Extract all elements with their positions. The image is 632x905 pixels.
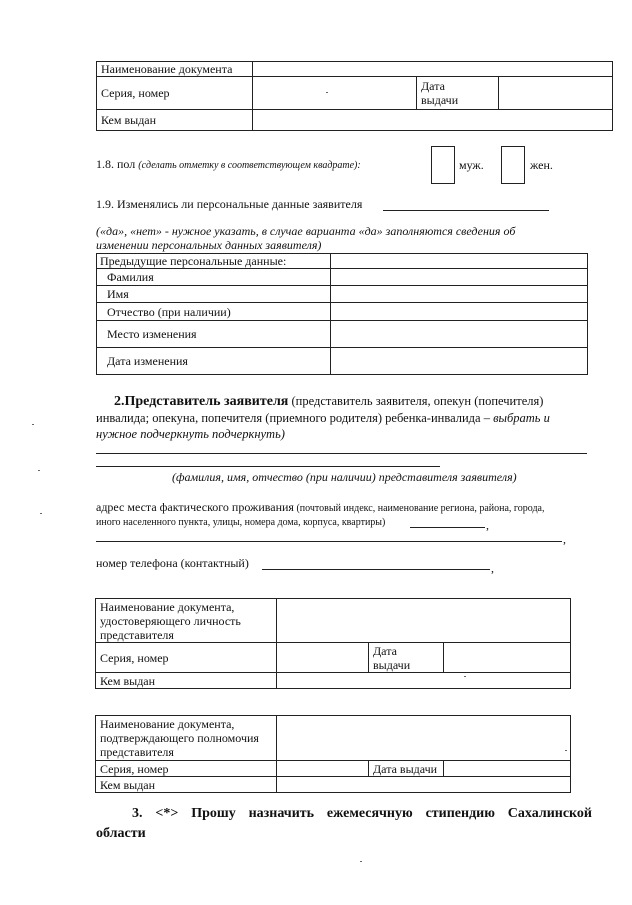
prev-name-field[interactable]	[331, 286, 588, 303]
rep-auth-issued-by-field[interactable]	[277, 777, 571, 793]
rep-id-series-label: Серия, номер	[96, 643, 277, 673]
phone-label: номер телефона (контактный)	[96, 556, 249, 570]
representative-id-table	[95, 598, 571, 689]
change-date-field[interactable]	[331, 348, 588, 375]
rep-id-doc-name-line3: представителя	[100, 627, 174, 642]
issue-date-label-line2: выдачи	[421, 93, 459, 107]
rep-id-issued-by-label: Кем выдан	[96, 673, 277, 689]
change-date-label: Дата изменения	[97, 348, 331, 375]
rep-auth-issue-date-field[interactable]	[444, 761, 571, 777]
representative-text-3: нужное подчеркнуть подчеркнуть)	[96, 427, 285, 441]
rep-auth-issued-by-label: Кем выдан	[96, 777, 277, 793]
previous-data-header: Предыдущие персональные данные:	[97, 254, 331, 269]
change-place-label: Место изменения	[97, 321, 331, 348]
representative-fio-line-1[interactable]	[96, 453, 587, 454]
rep-id-doc-name-label	[96, 599, 277, 643]
female-checkbox[interactable]	[501, 146, 525, 184]
series-number-label: Серия, номер	[97, 77, 253, 110]
prev-patronymic-label: Отчество (при наличии)	[97, 303, 331, 321]
rep-id-issued-by-field[interactable]	[277, 673, 571, 689]
address-line-1[interactable]	[410, 527, 485, 528]
representative-authority-table	[95, 715, 571, 793]
document-name-label: Наименование документа	[97, 62, 253, 77]
rep-auth-doc-name-line1: Наименование документа,	[100, 717, 235, 731]
address-hint-2: иного населенного пункта, улицы, номера дома, корпуса, квартиры)	[96, 517, 386, 528]
rep-auth-doc-name-field[interactable]	[277, 716, 571, 761]
representative-text-2: инвалида; опекуна, попечителя (приемного родителя) ребенка-инвалида –	[96, 411, 494, 425]
rep-auth-series-label: Серия, номер	[96, 761, 277, 777]
scan-speck	[40, 513, 42, 514]
document-table	[96, 61, 613, 131]
phone-line[interactable]	[262, 569, 490, 570]
address-line-2[interactable]	[96, 541, 562, 542]
rep-id-issue-date-label	[369, 643, 444, 673]
scan-speck	[565, 750, 567, 751]
rep-id-doc-name-field[interactable]	[277, 599, 571, 643]
personal-data-change-answer-line[interactable]	[383, 210, 549, 211]
rep-auth-series-field[interactable]	[277, 761, 369, 777]
section-3-line-1: 3. <*> Прошу назначить ежемесячную стипендию Сахалинской	[132, 806, 592, 821]
previous-data-table	[96, 253, 588, 375]
issue-date-label	[417, 77, 499, 110]
scan-speck	[326, 92, 328, 93]
phone-line-comma: ,	[491, 561, 494, 575]
issued-by-field[interactable]	[253, 110, 613, 131]
personal-data-change-note-2: изменении персональных данных заявителя)	[96, 238, 322, 252]
section-3-line-2: области	[96, 826, 146, 841]
rep-id-issue-date-line1: Дата	[373, 643, 397, 658]
scan-speck	[360, 861, 362, 862]
prev-surname-label: Фамилия	[97, 269, 331, 286]
representative-fio-caption: (фамилия, имя, отчество (при наличии) представителя заявителя)	[172, 470, 517, 484]
rep-id-issue-date-field[interactable]	[444, 643, 571, 673]
male-checkbox[interactable]	[431, 146, 455, 184]
representative-text-1: (представитель заявителя, опекун (попечителя)	[288, 394, 544, 408]
document-name-field[interactable]	[253, 62, 613, 77]
representative-text-2-italic: выбрать и	[493, 411, 550, 425]
prev-name-label: Имя	[97, 286, 331, 303]
rep-id-doc-name-line2: удостоверяющего личность	[100, 613, 241, 628]
rep-auth-issue-date-label: Дата выдачи	[369, 761, 444, 777]
prev-surname-field[interactable]	[331, 269, 588, 286]
address-hint-1: (почтовый индекс, наименование региона, района, города,	[293, 503, 545, 514]
series-number-field[interactable]	[253, 77, 417, 110]
issued-by-label: Кем выдан	[97, 110, 253, 131]
address-block	[96, 500, 545, 515]
rep-id-doc-name-line1: Наименование документа,	[100, 599, 235, 614]
male-label: муж.	[459, 158, 484, 172]
rep-id-series-field[interactable]	[277, 643, 369, 673]
personal-data-change-question: 1.9. Изменялись ли персональные данные заявителя	[96, 197, 363, 211]
scan-speck	[464, 676, 466, 677]
gender-hint: (сделать отметку в соответствующем квадрате):	[138, 160, 361, 171]
previous-data-header-blank	[331, 254, 588, 269]
change-place-field[interactable]	[331, 321, 588, 348]
address-label: адрес места фактического проживания	[96, 500, 294, 514]
address-line-1-comma: ,	[486, 518, 489, 532]
personal-data-change-note-1: («да», «нет» - нужное указать, в случае варианта «да» заполняются сведения об	[96, 224, 516, 238]
gender-label: 1.8. пол	[96, 157, 136, 171]
female-label: жен.	[530, 158, 553, 172]
scan-speck	[32, 424, 34, 425]
rep-id-issue-date-line2: выдачи	[373, 657, 411, 672]
address-line-2-comma: ,	[563, 532, 566, 546]
issue-date-field[interactable]	[499, 77, 613, 110]
rep-auth-doc-name-line2: подтверждающего полномочия	[100, 731, 259, 745]
scan-speck	[38, 470, 40, 471]
prev-patronymic-field[interactable]	[331, 303, 588, 321]
representative-fio-line-2[interactable]	[96, 466, 440, 467]
issue-date-label-line1: Дата	[421, 79, 445, 93]
representative-paragraph	[96, 393, 576, 442]
representative-heading: 2.Представитель заявителя	[114, 394, 289, 409]
rep-auth-doc-name-label	[96, 716, 277, 761]
rep-auth-doc-name-line3: представителя	[100, 745, 174, 759]
gender-row	[96, 157, 361, 172]
